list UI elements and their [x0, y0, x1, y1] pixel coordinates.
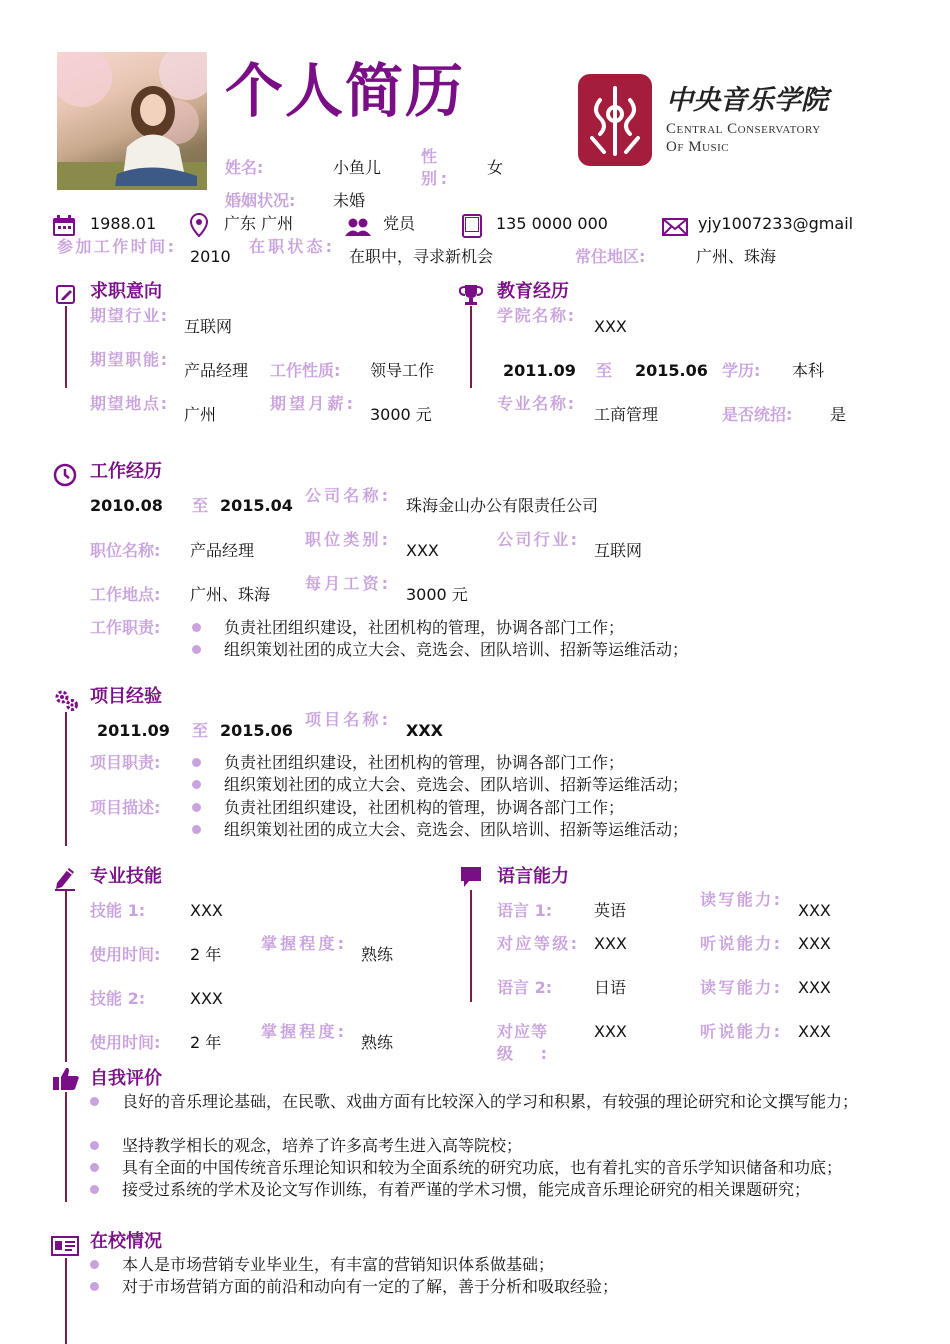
self-eval-timeline-line — [65, 1092, 67, 1202]
lang1-grade-value: XXX — [594, 934, 627, 953]
work-start-date: 2010.08 — [90, 496, 163, 515]
gender-value: 女 — [487, 158, 504, 177]
phone-value: 135 0000 000 — [496, 214, 608, 233]
resume-title: 个人简历 — [225, 57, 466, 125]
self-eval-bullet — [90, 1097, 99, 1106]
intent-nature-value: 领导工作 — [370, 361, 435, 380]
intent-timeline-line — [65, 306, 67, 388]
project-duty-label: 项目职责: — [90, 753, 161, 772]
edu-major-label: 专业名称: — [497, 394, 574, 413]
skill2-level-value: 熟练 — [361, 1033, 394, 1052]
intent-industry-label: 期望行业: — [90, 306, 167, 325]
project-desc-label: 项目描述: — [90, 798, 161, 817]
intent-place-label: 期望地点: — [90, 394, 167, 413]
edu-degree-value: 本科 — [792, 361, 825, 380]
skill1-label: 技能 1: — [90, 901, 146, 920]
work-company-value: 珠海金山办公有限责任公司 — [406, 496, 599, 515]
people-icon — [344, 217, 372, 241]
work-industry-value: 互联网 — [594, 541, 643, 560]
skill1-level-label: 掌握程度: — [261, 934, 344, 953]
project-name-label: 项目名称: — [305, 710, 388, 729]
skill1-value: XXX — [190, 901, 223, 920]
work-section-title: 工作经历 — [90, 461, 162, 482]
project-start-date: 2011.09 — [97, 721, 170, 740]
lang1-rw-label: 读写能力: — [700, 890, 780, 909]
work-place-value: 广州、珠海 — [190, 585, 271, 604]
project-name-value: XXX — [406, 721, 444, 740]
campus-item: 对于市场营销方面的前沿和动向有一定的了解，善于分析和吸取经验； — [122, 1277, 619, 1296]
lang2-rw-label: 读写能力: — [700, 978, 780, 997]
location-value: 广东 广州 — [224, 214, 294, 233]
name-value: 小鱼儿 — [333, 158, 382, 177]
speech-bubble-icon — [460, 866, 482, 892]
edu-major-value: 工商管理 — [594, 405, 659, 424]
language-section-title: 语言能力 — [497, 866, 569, 887]
location-pin-icon — [190, 213, 208, 241]
email-value[interactable]: yjy1007233@gmail — [698, 214, 854, 233]
lang2-label: 语言 2: — [497, 978, 553, 997]
edu-school-value: XXX — [594, 317, 627, 336]
party-value: 党员 — [383, 214, 416, 233]
education-timeline-line — [470, 306, 472, 388]
skill1-time-value: 2 年 — [190, 945, 222, 964]
birth-value: 1988.01 — [90, 214, 157, 233]
status-label: 在职状态: — [249, 237, 332, 256]
mail-icon — [662, 218, 688, 240]
campus-timeline-line — [65, 1258, 67, 1344]
self-eval-item: 良好的音乐理论基础，在民歌、戏曲方面有比较深入的学习和积累，有较强的理论研究和论文撰写能力； — [122, 1092, 859, 1111]
lang2-grade-value: XXX — [594, 1022, 627, 1041]
work-place-label: 工作地点: — [90, 585, 161, 604]
lang1-value: 英语 — [594, 901, 627, 920]
work-start-label: 参加工作时间: — [57, 237, 174, 256]
skill2-time-value: 2 年 — [190, 1033, 222, 1052]
work-industry-label: 公司行业: — [497, 530, 577, 549]
profile-photo — [57, 52, 207, 190]
edu-start-date: 2011.09 — [503, 361, 576, 380]
work-to-label: 至 — [192, 496, 209, 515]
work-company-label: 公司名称: — [305, 486, 388, 505]
work-start-value: 2010 — [190, 247, 231, 266]
education-section-title: 教育经历 — [497, 281, 569, 302]
self-eval-bullet — [90, 1163, 99, 1172]
intent-place-value: 广州 — [184, 405, 217, 424]
project-section-title: 项目经验 — [90, 686, 162, 707]
project-duty-item: 组织策划社团的成立大会、竞选会、团队培训、招新等运维活动； — [224, 775, 689, 794]
skill1-time-label: 使用时间: — [90, 945, 161, 964]
lang2-rw-value: XXX — [798, 978, 831, 997]
lang1-ls-value: XXX — [798, 934, 831, 953]
name-label: 姓名: — [225, 158, 264, 177]
lang2-value: 日语 — [594, 978, 627, 997]
edu-to-label: 至 — [596, 361, 613, 380]
phone-icon — [462, 214, 482, 242]
work-salary-value: 3000 元 — [406, 585, 468, 604]
project-timeline-line — [65, 712, 67, 846]
skill2-level-label: 掌握程度: — [261, 1022, 344, 1041]
lang2-ls-label: 听说能力: — [700, 1022, 780, 1041]
intent-section-title: 求职意向 — [90, 281, 162, 302]
campus-bullet — [90, 1260, 99, 1269]
work-duty-label: 工作职责: — [90, 618, 161, 637]
work-end-date: 2015.04 — [220, 496, 293, 515]
id-card-icon — [51, 1236, 79, 1260]
skills-timeline-line — [65, 890, 67, 1062]
campus-section-title: 在校情况 — [90, 1231, 162, 1252]
project-duty-bullet — [192, 758, 201, 767]
school-name-cn: 中央音乐学院 — [666, 85, 828, 116]
lang1-ls-label: 听说能力: — [700, 934, 780, 953]
school-name-en-2: Of Music — [666, 139, 730, 155]
project-duty-item: 负责社团组织建设，社团机构的管理，协调各部门工作； — [224, 753, 625, 772]
intent-industry-value: 互联网 — [184, 317, 233, 336]
conservatory-logo-icon — [578, 74, 652, 166]
skill2-value: XXX — [190, 989, 223, 1008]
work-duty-item: 负责社团组织建设，社团机构的管理，协调各部门工作； — [224, 618, 625, 637]
work-duty-bullet — [192, 623, 201, 632]
intent-function-label: 期望职能: — [90, 350, 167, 369]
self-eval-item: 接受过系统的学术及论文写作训练，有着严谨的学术习惯，能完成音乐理论研究的相关课题研究； — [122, 1180, 811, 1199]
campus-bullet — [90, 1282, 99, 1291]
skill2-time-label: 使用时间: — [90, 1033, 161, 1052]
lang1-rw-value: XXX — [798, 901, 831, 920]
campus-item: 本人是市场营销专业毕业生，有丰富的营销知识体系做基础； — [122, 1255, 555, 1274]
work-salary-label: 每月工资: — [305, 574, 388, 593]
self-eval-item: 坚持教学相长的观念，培养了许多高考生进入高等院校； — [122, 1136, 523, 1155]
clock-icon — [53, 463, 77, 491]
status-value: 在职中，寻求新机会 — [349, 247, 494, 266]
project-desc-bullet — [192, 803, 201, 812]
work-category-value: XXX — [406, 541, 439, 560]
edu-degree-label: 学历: — [722, 361, 761, 380]
language-timeline-line — [470, 890, 472, 1002]
intent-function-value: 产品经理 — [184, 361, 249, 380]
project-to-label: 至 — [192, 721, 209, 740]
intent-salary-label: 期望月薪: — [270, 394, 353, 413]
skill1-level-value: 熟练 — [361, 945, 394, 964]
edu-unified-value: 是 — [830, 405, 847, 424]
self-eval-item: 具有全面的中国传统音乐理论知识和较为全面系统的研究功底，也有着扎实的音乐学知识储备和功底； — [122, 1158, 843, 1177]
self-eval-bullet — [90, 1141, 99, 1150]
lang1-label: 语言 1: — [497, 901, 553, 920]
work-position-value: 产品经理 — [190, 541, 255, 560]
project-duty-bullet — [192, 780, 201, 789]
edu-unified-label: 是否统招: — [722, 405, 793, 424]
work-category-label: 职位类别: — [305, 530, 388, 549]
project-desc-item: 组织策划社团的成立大会、竞选会、团队培训、招新等运维活动； — [224, 820, 689, 839]
marital-label: 婚姻状况: — [225, 191, 296, 210]
work-duty-bullet — [192, 645, 201, 654]
intent-nature-label: 工作性质: — [270, 361, 341, 380]
project-end-date: 2015.06 — [220, 721, 293, 740]
school-name-en-1: Central Conservatory — [666, 121, 821, 137]
region-label: 常住地区: — [575, 247, 646, 266]
work-position-label: 职位名称: — [90, 541, 161, 560]
gender-label: 性别: — [421, 147, 447, 188]
project-desc-bullet — [192, 825, 201, 834]
work-duty-item: 组织策划社团的成立大会、竞选会、团队培训、招新等运维活动； — [224, 640, 689, 659]
skills-section-title: 专业技能 — [90, 866, 162, 887]
edu-end-date: 2015.06 — [635, 361, 708, 380]
region-value: 广州、珠海 — [696, 247, 777, 266]
lang2-grade-label: 对应等级: — [497, 1022, 547, 1063]
marital-value: 未婚 — [333, 191, 366, 210]
project-desc-item: 负责社团组织建设，社团机构的管理，协调各部门工作； — [224, 798, 625, 817]
lang1-grade-label: 对应等级: — [497, 934, 577, 953]
edit-note-icon — [56, 284, 76, 308]
edu-school-label: 学院名称: — [497, 306, 574, 325]
intent-salary-value: 3000 元 — [370, 405, 432, 424]
skill2-label: 技能 2: — [90, 989, 146, 1008]
self-eval-bullet — [90, 1185, 99, 1194]
self-eval-section-title: 自我评价 — [90, 1068, 162, 1089]
lang2-ls-value: XXX — [798, 1022, 831, 1041]
